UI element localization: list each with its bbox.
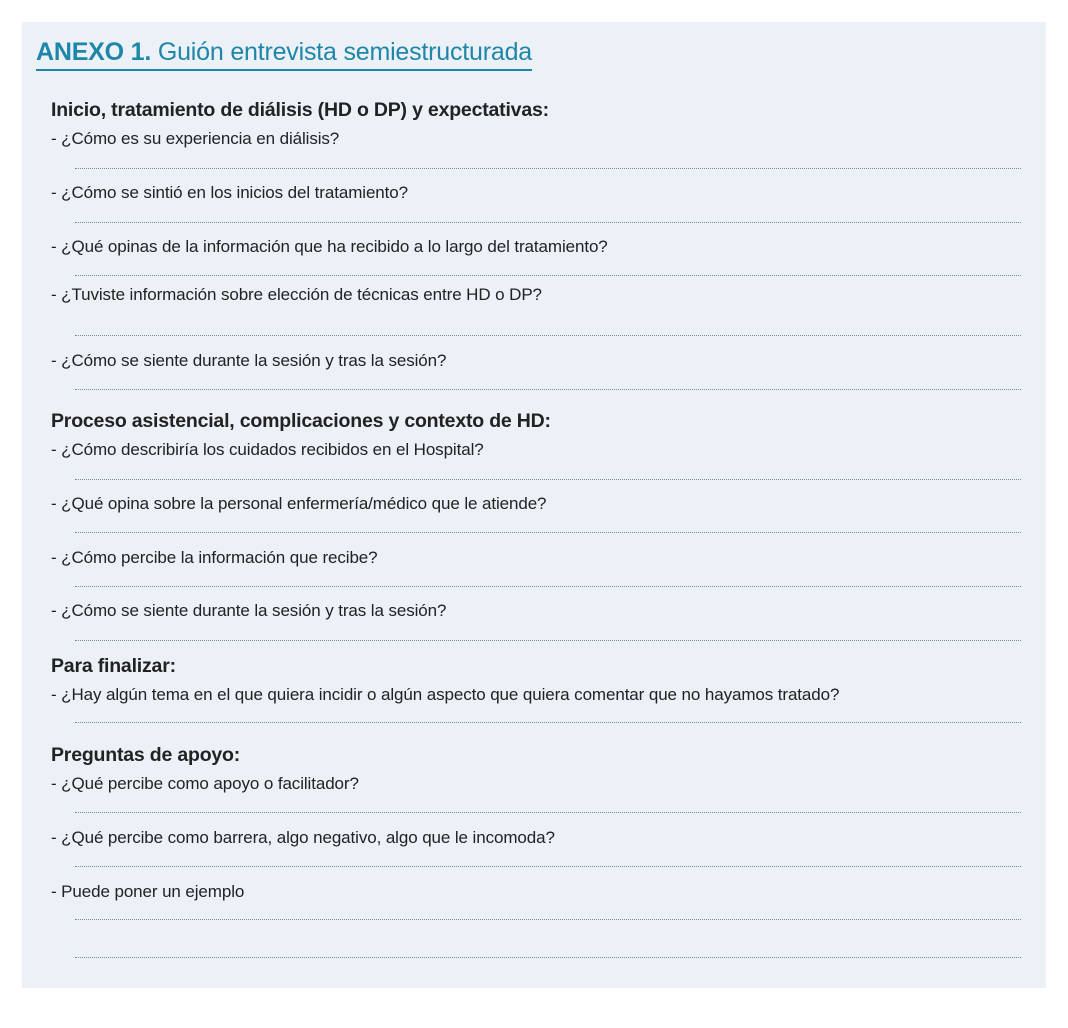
answer-line[interactable] [75, 919, 1021, 920]
answer-line[interactable] [75, 479, 1021, 480]
question: - ¿Cómo se siente durante la sesión y tras la sesión? [51, 601, 447, 620]
answer-line[interactable] [75, 640, 1021, 641]
answer-line[interactable] [75, 532, 1021, 533]
question: - Puede poner un ejemplo [51, 882, 245, 901]
section-heading: Inicio, tratamiento de diálisis (HD o DP) y expectativas: [51, 99, 549, 121]
question: - ¿Qué opina sobre la personal enfermería/médico que le atiende? [51, 494, 547, 513]
answer-line[interactable] [75, 389, 1021, 390]
answer-line[interactable] [75, 812, 1021, 813]
answer-line[interactable] [75, 222, 1021, 223]
answer-line[interactable] [75, 866, 1021, 867]
section-heading: Preguntas de apoyo: [51, 744, 241, 766]
answer-line[interactable] [75, 722, 1021, 723]
question: - ¿Cómo se siente durante la sesión y tras la sesión? [51, 351, 447, 370]
question: - ¿Hay algún tema en el que quiera incidir o algún aspecto que quiera comentar que no hayamos tratado? [51, 685, 840, 704]
answer-line[interactable] [75, 275, 1021, 276]
answer-line[interactable] [75, 335, 1021, 336]
question: - ¿Cómo se sintió en los inicios del tratamiento? [51, 183, 408, 202]
question: - ¿Qué opinas de la información que ha recibido a lo largo del tratamiento? [51, 237, 608, 256]
annex-label: ANEXO 1. [36, 38, 152, 66]
section-heading: Proceso asistencial, complicaciones y contexto de HD: [51, 410, 551, 432]
annex-panel [22, 22, 1046, 988]
answer-line[interactable] [75, 586, 1021, 587]
question: - ¿Qué percibe como apoyo o facilitador? [51, 774, 359, 793]
question: - ¿Cómo es su experiencia en diálisis? [51, 129, 340, 148]
question: - ¿Cómo percibe la información que recibe? [51, 548, 378, 567]
question: - ¿Cómo describiría los cuidados recibidos en el Hospital? [51, 440, 484, 459]
answer-line[interactable] [75, 957, 1021, 958]
annex-title-text: Guión entrevista semiestructurada [157, 38, 532, 66]
section-heading: Para finalizar: [51, 655, 176, 677]
question: - ¿Tuviste información sobre elección de técnicas entre HD o DP? [51, 285, 542, 304]
question: - ¿Qué percibe como barrera, algo negativo, algo que le incomoda? [51, 828, 555, 847]
annex-title [36, 36, 532, 71]
answer-line[interactable] [75, 168, 1021, 169]
